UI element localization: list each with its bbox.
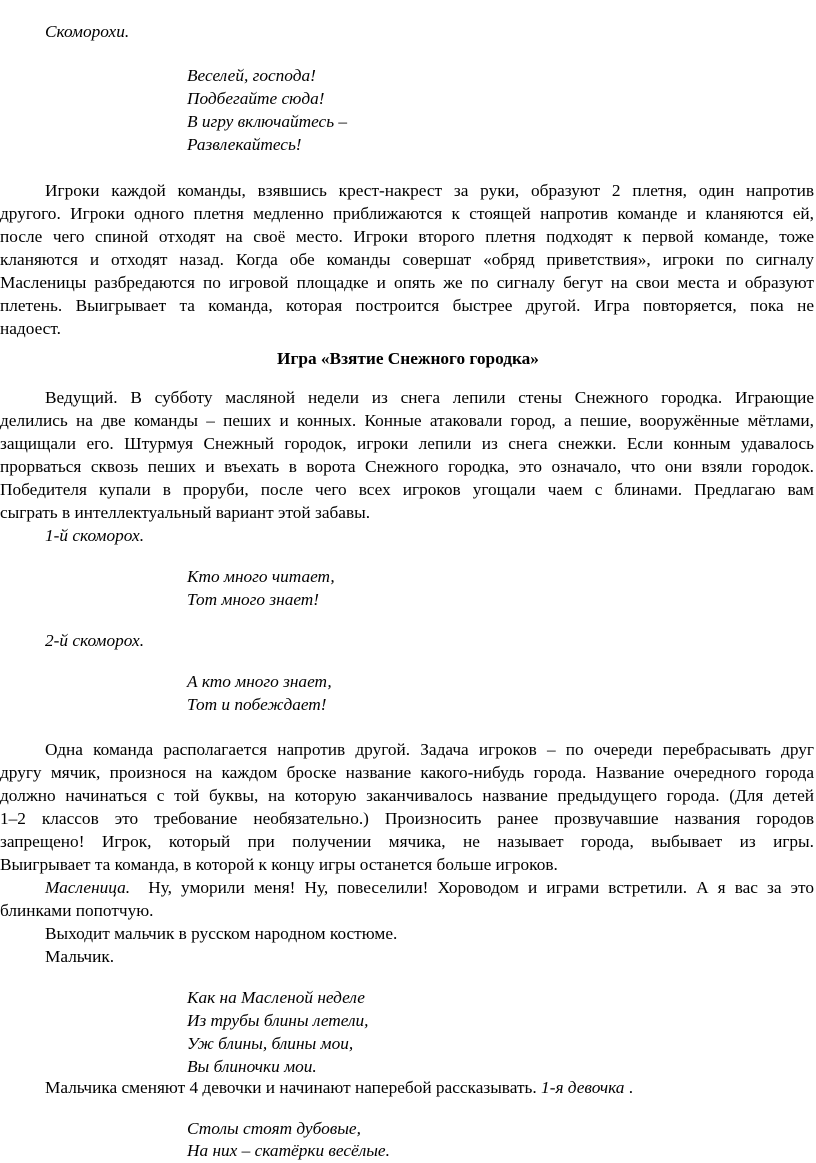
paragraph-line: Одна команда располагается напротив другой. Задача игроков – по очереди перебрасывать друг (45, 740, 814, 759)
paragraph-line: кланяются и отходят назад. Когда обе команды совершат «обряд приветствия», игроки по сигналу (0, 250, 814, 269)
paragraph-line: защищали его. Штурмуя Снежный городок, игроки лепили из снега снежки. Если конным удавалось (0, 434, 814, 453)
verse-line: А кто много знает, (187, 672, 332, 691)
verse-line: Как на Масленой неделе (187, 988, 365, 1007)
paragraph-line: делились на две команды – пеших и конных. Конные атаковали город, а пешие, вооружённые мётлами, (0, 411, 814, 430)
speaker-first-skomorokh: 1-й скоморох. (45, 526, 145, 545)
verse-line: Развлекайтесь! (187, 135, 302, 154)
verse-line: Кто много читает, (187, 567, 335, 586)
paragraph-line: Победителя купали в проруби, после чего всех игроков угощали чаем с блинами. Предлагаю вам (0, 480, 814, 499)
speaker-first-girl: 1-я девочка (541, 1078, 625, 1097)
verse-line: Подбегайте сюда! (187, 89, 325, 108)
verse-line: Из трубы блины летели, (187, 1011, 369, 1030)
paragraph-line: блинками попотчую. (0, 901, 154, 920)
speaker-boy: Мальчик. (45, 947, 115, 966)
paragraph-line: Масленицы разбредаются по игровой площадке и опять же по сигналу бегут на свои места и образуют (0, 273, 814, 292)
speaker-skomorokhi: Скоморохи. (45, 22, 130, 41)
paragraph-line: должно начинаться с той буквы, на которую заканчивалось название предыдущего города. (Для детей (0, 786, 814, 805)
paragraph-line: другу мячик, произнося на каждом броске название какого-нибудь города. Название очередного города (0, 763, 814, 782)
verse-line: На них – скатёрки весёлые. (187, 1141, 390, 1160)
paragraph-line: сыграть в интеллектуальный вариант этой забавы. (0, 503, 371, 522)
verse-line: Тот много знает! (187, 590, 320, 609)
paragraph-line: после чего спиной отходят на своё место. Игроки второго плетня подходят к первой команде, тоже (0, 227, 814, 246)
verse-line: Вы блиночки мои. (187, 1057, 317, 1076)
girls-direction-text: Мальчика сменяют 4 девочки и начинают наперебой рассказывать. (45, 1078, 537, 1097)
section-heading: Игра «Взятие Снежного городка» (277, 349, 539, 368)
maslenitsa-speech: Ну, уморили меня! Ну, повеселили! Хороводом и играми встретили. А я вас за это (148, 878, 814, 897)
paragraph-line: прорваться сквозь пеших и въехать в ворота Снежного городка, это означало, что они взяли городок. (0, 457, 814, 476)
verse-line: Тот и побеждает! (187, 695, 327, 714)
girl-speaker-punctuation: . (624, 1078, 634, 1097)
paragraph-line: плетень. Выигрывает та команда, которая построится быстрее другой. Игра повторяется, пока не (0, 296, 814, 315)
paragraph-line: надоест. (0, 319, 61, 338)
stage-direction-girls (45, 1076, 633, 1100)
verse-line: Веселей, господа! (187, 66, 316, 85)
speaker-maslenitsa: Масленица. (45, 878, 131, 897)
verse-line: В игру включайтесь – (187, 112, 348, 131)
verse-line: Уж блины, блины мои, (187, 1034, 354, 1053)
paragraph-line: Игроки каждой команды, взявшись крест-накрест за руки, образуют 2 плетня, один напротив (45, 181, 814, 200)
stage-direction: Выходит мальчик в русском народном костюме. (45, 924, 398, 943)
paragraph-line: 1–2 классов это требование необязательно.) Произносить ранее прозвучавшие названия городов (0, 809, 814, 828)
verse-line: Столы стоят дубовые, (187, 1119, 361, 1138)
paragraph-line: другого. Игроки одного плетня медленно приближаются к стоящей напротив команде и кланяются ей, (0, 204, 814, 223)
paragraph-line: Ведущий. В субботу масляной недели из снега лепили стены Снежного городка. Играющие (45, 388, 814, 407)
paragraph-line: Выигрывает та команда, в которой к концу игры останется больше игроков. (0, 855, 558, 874)
paragraph-line: запрещено! Игрок, который при получении мячика, не называет города, выбывает из игры. (0, 832, 814, 851)
speaker-second-skomorokh: 2-й скоморох. (45, 631, 145, 650)
maslenitsa-line (45, 876, 814, 900)
